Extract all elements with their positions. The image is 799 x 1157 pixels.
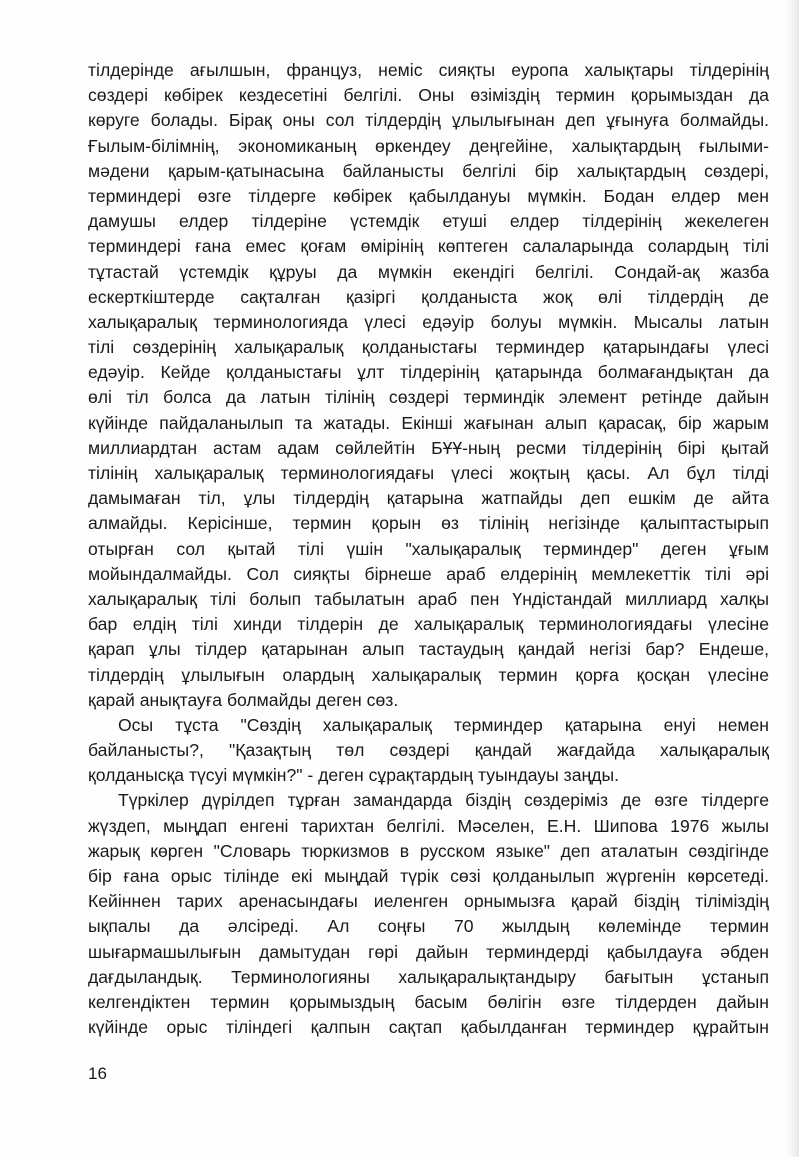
text-line: тұтастай үстемдік құруы да мүмкін екендігі белгілі. Сондай-ақ жазба <box>88 261 769 282</box>
text-line: ықпалы да әлсіреді. Ал соңғы 70 жылдың көлемінде термин <box>88 916 769 937</box>
text-line: халықаралық терминологияда үлесі едәуір болуы мүмкін. Мысалы латын <box>88 311 769 332</box>
text-line: дағдыландық. Терминологияны халықаралықтандыру бағытын ұстанып <box>88 966 769 987</box>
text-line: қарап ұлы тілдер қатарынан алып тастаудың қандай негізі бар? Ендеше, <box>88 639 769 660</box>
text-line: миллиардтан астам адам сөйлейтін БҰҰ-ның ресми тілдерінің бірі қытай <box>88 437 769 458</box>
text-line: күйінде пайдаланылып та жатады. Екінші жағынан алып қарасақ, бір жарым <box>88 412 769 433</box>
text-line: күйінде орыс тіліндегі қалпын сақтап қабылданған терминдер құрайтын <box>88 1017 769 1038</box>
text-line: келгендіктен термин қорымыздың басым бөлігін өзге тілдерден дайын <box>88 991 769 1012</box>
text-line: бар елдің тілі хинди тілдерін де халықаралық терминологиядағы үлесіне <box>88 614 769 635</box>
text-line: ескерткіштерде сақталған қазіргі қолданыста жоқ өлі тілдердің де <box>88 286 769 307</box>
body-text <box>88 58 769 1040</box>
text-line: алмайды. Керісінше, термин қорын өз тілінің негізінде қалыптастырып <box>88 513 769 534</box>
text-line: тілінің халықаралық терминологиядағы үлесі жоқтың қасы. Ал бұл тілді <box>88 463 769 483</box>
paragraph <box>88 58 769 713</box>
text-line: шығармашылығын дамытудан гөрі дайын терминдерді қабылдауға әбден <box>88 941 769 962</box>
text-line: Ғылым-білімнің, экономиканың өркендеу деңгейіне, халықтардың ғылыми- <box>88 135 769 156</box>
text-line: терминдері ғана емес қоғам өмірінің көптеген салаларында солардың тілі <box>88 236 769 257</box>
text-line: Кейіннен тарих аренасындағы иеленген орнымызға қарай біздің тіліміздің <box>88 891 769 912</box>
text-line: жүздеп, мыңдап енгені тарихтан белгілі. Мәселен, Е.Н. Шипова 1976 жылы <box>88 815 769 836</box>
text-line: сөздері көбірек кездесетіні белгілі. Оны өзіміздің термин қорымыздан да <box>88 85 769 106</box>
text-line: отырған сол қытай тілі үшін "халықаралық терминдер" деген ұғым <box>88 538 769 559</box>
text-line: бір ғана орыс тілінде екі мыңдай түрік сөзі қолданылып жүргенін көрсетеді. <box>88 866 769 886</box>
text-line: Түркілер дүрілдеп тұрған замандарда біздің сөздеріміз де өзге тілдерге <box>118 790 769 811</box>
page-number: 16 <box>88 1064 107 1083</box>
text-line: жарық көрген "Словарь тюркизмов в русском языке" деп аталатын сөздігінде <box>88 840 769 861</box>
text-line: тілдерінде ағылшын, француз, неміс сияқты еуропа халықтары тілдерінің <box>88 60 769 80</box>
text-line: едәуір. Кейде қолданыстағы ұлт тілдерінің қатарында болмағандықтан да <box>88 362 769 383</box>
text-line: өлі тіл болса да латын тілінің сөздері терминдік элемент ретінде дайын <box>88 387 769 408</box>
text-line: халықаралық тілі болып табылатын араб пен Үндістандай миллиард халқы <box>88 588 769 609</box>
text-line: байланысты?, "Қазақтың төл сөздері қандай жағдайда халықаралық <box>88 740 769 761</box>
paragraph <box>88 788 769 1040</box>
text-line: терминдері өзге тілдерге көбірек қабылдануы мүмкін. Бодан елдер мен <box>88 185 769 206</box>
text-line: тілі сөздерінің халықаралық қолданыстағы терминдер қатарындағы үлесі <box>88 337 769 358</box>
paragraph <box>88 713 769 789</box>
page-edge-shadow <box>785 0 799 1157</box>
text-line: дамушы елдер тілдеріне үстемдік етуші елдер тілдерінің жекелеген <box>88 211 769 232</box>
text-line: қарай анықтауға болмайды деген сөз. <box>88 689 399 710</box>
text-line: көруге болады. Бірақ оны сол тілдердің ұлылығынан деп ұғынуға болмайды. <box>88 110 769 131</box>
text-line: Осы тұста "Сөздің халықаралық терминдер қатарына енуі немен <box>118 714 769 735</box>
text-line: тілдердің ұлылығын олардың халықаралық термин қорға қосқан үлесіне <box>88 664 769 685</box>
text-line: мойындалмайды. Сол сияқты бірнеше араб елдерінің мемлекеттік тілі әрі <box>88 563 769 584</box>
text-line: дамымаған тіл, ұлы тілдердің қатарына жатпайды деп ешкім де айта <box>88 488 769 509</box>
text-line: мәдени қарым-қатынасына байланысты белгілі бір халықтардың сөздері, <box>88 160 769 181</box>
text-line: қолданысқа түсуі мүмкін?" - деген сұрақтардың туындауы заңды. <box>88 765 619 786</box>
